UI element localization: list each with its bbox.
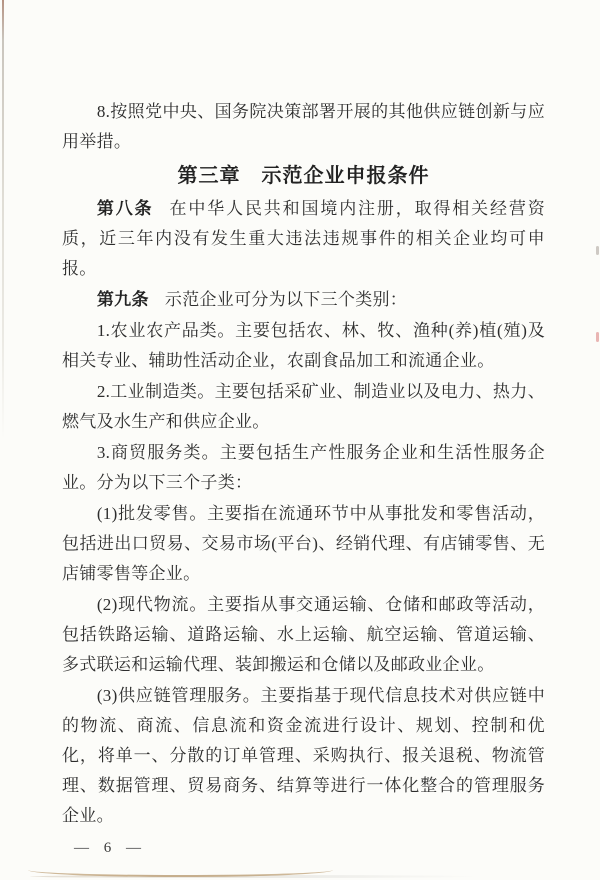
scan-edge-bottom-artifact xyxy=(28,869,333,877)
subcategory-supply-chain-management: (3)供应链管理服务。主要指基于现代信息技术对供应链中的物流、商流、信息流和资金流进行设计、规划、控制和优化，将单一、分散的订单管理、采购执行、报关退税、物流管理、数据管理、贸易商务、结算等进行一体化整合的管理服务企业。 xyxy=(62,686,545,825)
category-agriculture: 1.农业农产品类。主要包括农、林、牧、渔种(养)植(殖)及相关专业、辅助性活动企业，农副食品加工和流通企业。 xyxy=(62,321,545,370)
article-9-label: 第九条 xyxy=(96,290,149,309)
page-number: — 6 — xyxy=(74,840,143,856)
category-industry: 2.工业制造类。主要包括采矿业、制造业以及电力、热力、燃气及水生产和供应企业。 xyxy=(62,382,545,431)
article-8-text: 在中华人民共和国境内注册，取得相关经营资质，近三年内没有发生重大违法违规事件的相关企业均可申报。 xyxy=(62,199,546,278)
article-9 xyxy=(62,285,545,315)
intro-paragraph: 8.按照党中央、国务院决策部署开展的其他供应链创新与应用举措。 xyxy=(62,102,545,151)
subcategory-modern-logistics: (2)现代物流。主要指从事交通运输、仓储和邮政等活动，包括铁路运输、道路运输、水上运输、航空运输、管道运输、多式联运和运输代理、装卸搬运和仓储以及邮政业企业。 xyxy=(62,595,545,674)
chapter-heading: 第三章 示范企业申报条件 xyxy=(177,165,430,187)
article-8-label: 第八条 xyxy=(96,199,154,218)
category-trade-services: 3.商贸服务类。主要包括生产性服务企业和生活性服务企业。分为以下三个子类： xyxy=(62,443,545,492)
article-9-text: 示范企业可分为以下三个类别： xyxy=(164,290,408,309)
scan-edge-bottom-shadow-artifact xyxy=(30,875,480,878)
article-8 xyxy=(62,194,545,284)
subcategory-wholesale-retail: (1)批发零售。主要指在流通环节中从事批发和零售活动，包括进出口贸易、交易市场(平台)、经销代理、有店铺零售、无店铺零售等企业。 xyxy=(62,504,545,583)
